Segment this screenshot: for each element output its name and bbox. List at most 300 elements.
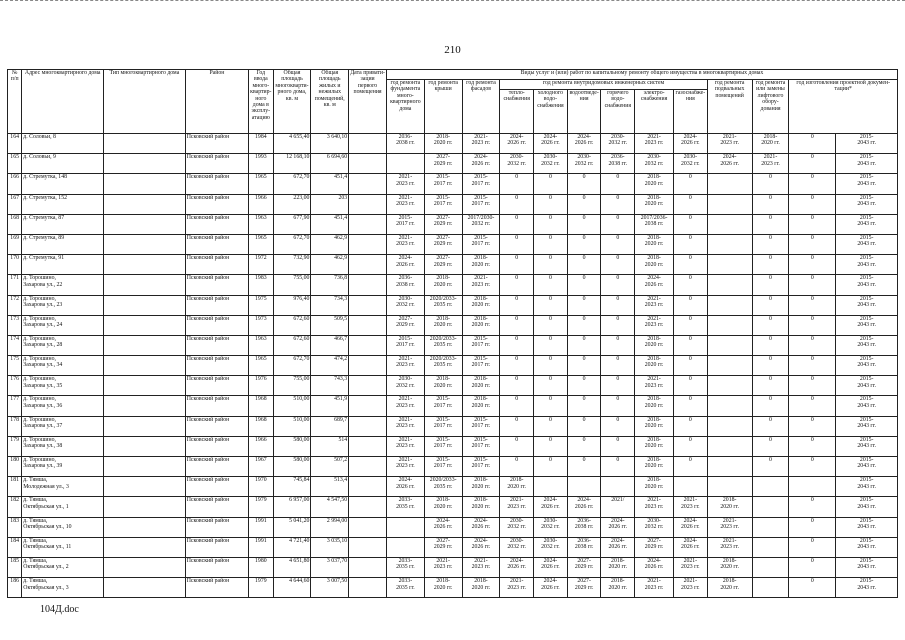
cell-district: Псковский район: [185, 275, 248, 295]
header-gas: газоснабжения: [673, 90, 707, 134]
cell-type: [104, 376, 186, 396]
cell-type: [104, 275, 186, 295]
cell-drainage: 0: [567, 376, 601, 396]
cell-district: Псковский район: [185, 557, 248, 577]
cell-hot-water: 2030- 2032 гг.: [601, 134, 635, 154]
cell-living-area: 689,7: [311, 416, 349, 436]
cell-year: 1963: [249, 335, 274, 355]
cell-address: д. Соловьи, 8: [22, 134, 104, 154]
cell-extra: 0: [789, 557, 836, 577]
header-services: Виды услуг и (или) работ по капитальному ремонту общего имущества в многоквартирных домах: [386, 70, 897, 80]
cell-elevator: 0: [752, 214, 789, 234]
cell-year: 1993: [249, 154, 274, 174]
cell-cold-water: 2030- 2032 гг.: [534, 517, 568, 537]
cell-total-area: 510,00: [273, 416, 311, 436]
cell-facade: 2015- 2017 гг.: [462, 457, 500, 477]
header-privatization: Дата приватизации первого помещения: [349, 70, 387, 134]
cell-heat: 0: [500, 376, 534, 396]
cell-year: 1965: [249, 356, 274, 376]
cell-total-area: 745,84: [273, 477, 311, 497]
cell-extra: 0: [789, 234, 836, 254]
cell-extra: 0: [789, 214, 836, 234]
cell-privatization: [349, 477, 387, 497]
cell-year: 1968: [249, 396, 274, 416]
cell-docs: 2015- 2043 гг.: [836, 275, 898, 295]
cell-hot-water: 0: [601, 416, 635, 436]
cell-facade: 2018- 2020 гг.: [462, 255, 500, 275]
cell-facade: 2015- 2017 гг.: [462, 234, 500, 254]
cell-docs: 2015- 2043 гг.: [836, 255, 898, 275]
table-row: [8, 174, 898, 194]
cell-foundation: 2036- 2038 гг.: [386, 275, 424, 295]
cell-elevator: 0: [752, 335, 789, 355]
cell-facade: 2015- 2017 гг.: [462, 174, 500, 194]
cell-living-area: 466,7: [311, 335, 349, 355]
cell-cold-water: 0: [534, 275, 568, 295]
table-row: [8, 396, 898, 416]
cell-roof: 2027- 2029 гг.: [424, 154, 462, 174]
cell-foundation: 2015- 2017 гг.: [386, 214, 424, 234]
cell-year: 1973: [249, 315, 274, 335]
cell-facade: 2017/2030- 2032 гг.: [462, 214, 500, 234]
cell-gas: 0: [673, 416, 707, 436]
header-type: Тип многоквартирного дома: [104, 70, 186, 134]
cell-address: д. Стремутка, 91: [22, 255, 104, 275]
cell-privatization: [349, 416, 387, 436]
cell-type: [104, 315, 186, 335]
table-row: [8, 457, 898, 477]
cell-basement: [707, 356, 752, 376]
table-row: [8, 578, 898, 598]
cell-basement: 2021- 2023 гг.: [707, 134, 752, 154]
cell-electric: 2018- 2020 гг.: [635, 174, 674, 194]
cell-year: 1991: [249, 537, 274, 557]
cell-docs: 2015- 2043 гг.: [836, 578, 898, 598]
cell-district: Псковский район: [185, 436, 248, 456]
cell-roof: 2015- 2017 гг.: [424, 416, 462, 436]
cell-basement: 2018- 2020 гг.: [707, 557, 752, 577]
cell-basement: [707, 255, 752, 275]
cell-facade: 2018- 2020 гг.: [462, 396, 500, 416]
cell-basement: [707, 477, 752, 497]
cell-docs: 2015- 2043 гг.: [836, 416, 898, 436]
cell-address: д. Соловьи, 9: [22, 154, 104, 174]
cell-cold-water: 2030- 2032 гг.: [534, 154, 568, 174]
cell-living-area: 462,9: [311, 234, 349, 254]
table-row: [8, 295, 898, 315]
cell-foundation: 2021- 2023 гг.: [386, 436, 424, 456]
cell-type: [104, 557, 186, 577]
header-num: № п/п: [8, 70, 22, 134]
header-year: Год ввода многоквартирного дома в эксплуатацию: [249, 70, 274, 134]
cell-facade: 2018- 2020 гг.: [462, 376, 500, 396]
cell-district: Псковский район: [185, 457, 248, 477]
cell-living-area: 514: [311, 436, 349, 456]
cell-cold-water: 0: [534, 376, 568, 396]
cell-roof: 2020/2033- 2035 гг.: [424, 295, 462, 315]
cell-type: [104, 134, 186, 154]
cell-year: 1965: [249, 234, 274, 254]
cell-extra: 0: [789, 436, 836, 456]
cell-num: 173: [8, 315, 22, 335]
cell-privatization: [349, 295, 387, 315]
cell-elevator: [752, 477, 789, 497]
cell-total-area: 4 651,80: [273, 557, 311, 577]
cell-total-area: 672,70: [273, 174, 311, 194]
cell-docs: 2015- 2043 гг.: [836, 315, 898, 335]
cell-gas: 0: [673, 234, 707, 254]
cell-gas: 0: [673, 214, 707, 234]
cell-foundation: 2021- 2023 гг.: [386, 416, 424, 436]
cell-drainage: 2036- 2038 гг.: [567, 537, 601, 557]
cell-drainage: 0: [567, 275, 601, 295]
cell-elevator: [752, 557, 789, 577]
cell-living-area: 3 640,10: [311, 134, 349, 154]
cell-roof: 2018- 2020 гг.: [424, 315, 462, 335]
cell-extra: 0: [789, 174, 836, 194]
cell-living-area: 743,3: [311, 376, 349, 396]
header-total-area: Общая площадь многоквартирного дома, кв. м: [273, 70, 311, 134]
cell-docs: 2015- 2043 гг.: [836, 295, 898, 315]
cell-cold-water: 2030- 2032 гг.: [534, 537, 568, 557]
cell-drainage: 0: [567, 255, 601, 275]
cell-roof: 2018- 2020 гг.: [424, 275, 462, 295]
cell-living-area: 451,4: [311, 214, 349, 234]
cell-gas: 0: [673, 396, 707, 416]
cell-extra: 0: [789, 134, 836, 154]
cell-total-area: 510,00: [273, 396, 311, 416]
cell-district: Псковский район: [185, 154, 248, 174]
cell-drainage: 0: [567, 214, 601, 234]
cell-extra: 0: [789, 497, 836, 517]
table-row: [8, 376, 898, 396]
cell-extra: 0: [789, 335, 836, 355]
cell-heat: 0: [500, 396, 534, 416]
cell-heat: 2021- 2023 гг.: [500, 497, 534, 517]
table-row: [8, 517, 898, 537]
cell-privatization: [349, 396, 387, 416]
cell-drainage: 2027- 2029 гг.: [567, 578, 601, 598]
cell-basement: [707, 315, 752, 335]
cell-heat: 2024- 2026 гг.: [500, 134, 534, 154]
cell-electric: 2017/2036- 2038 гг.: [635, 214, 674, 234]
header-cold-water: холодного водоснабжения: [534, 90, 568, 134]
cell-electric: 2030- 2032 гг.: [635, 154, 674, 174]
cell-num: 171: [8, 275, 22, 295]
cell-cold-water: 0: [534, 174, 568, 194]
cell-year: 1966: [249, 436, 274, 456]
cell-num: 178: [8, 416, 22, 436]
cell-hot-water: [601, 477, 635, 497]
cell-cold-water: 0: [534, 457, 568, 477]
cell-heat: 0: [500, 214, 534, 234]
cell-electric: 2018- 2020 гг.: [635, 457, 674, 477]
cell-docs: 2015- 2043 гг.: [836, 356, 898, 376]
cell-roof: 2027- 2029 гг.: [424, 234, 462, 254]
cell-total-area: 677,90: [273, 214, 311, 234]
cell-elevator: 0: [752, 396, 789, 416]
cell-living-area: 507,2: [311, 457, 349, 477]
cell-address: д. Тямша, Октябрьская ул., 2: [22, 557, 104, 577]
cell-privatization: [349, 356, 387, 376]
cell-privatization: [349, 154, 387, 174]
cell-heat: 2018- 2020 гг.: [500, 477, 534, 497]
cell-district: Псковский район: [185, 497, 248, 517]
cell-num: 172: [8, 295, 22, 315]
cell-num: 175: [8, 356, 22, 376]
cell-total-area: 672,70: [273, 234, 311, 254]
cell-basement: [707, 295, 752, 315]
table-row: [8, 255, 898, 275]
cell-num: 167: [8, 194, 22, 214]
cell-hot-water: 2018- 2020 гг.: [601, 557, 635, 577]
table-row: [8, 356, 898, 376]
cell-year: 1975: [249, 295, 274, 315]
cell-extra: 0: [789, 356, 836, 376]
page-top-edge: [0, 0, 905, 1]
table-body: [8, 134, 898, 598]
cell-num: 184: [8, 537, 22, 557]
cell-address: д. Стремутка, 148: [22, 174, 104, 194]
header-foundation: год ремонта фундамента многоквартирного дома: [386, 80, 424, 134]
cell-gas: 0: [673, 457, 707, 477]
cell-cold-water: [534, 477, 568, 497]
cell-docs: 2015- 2043 гг.: [836, 335, 898, 355]
table-row: [8, 436, 898, 456]
cell-extra: 0: [789, 517, 836, 537]
cell-living-area: 513,4: [311, 477, 349, 497]
cell-total-area: 672,70: [273, 356, 311, 376]
cell-district: Псковский район: [185, 517, 248, 537]
cell-foundation: 2021- 2023 гг.: [386, 356, 424, 376]
cell-extra: 0: [789, 537, 836, 557]
cell-year: 1979: [249, 578, 274, 598]
cell-electric: 2030- 2032 гг.: [635, 517, 674, 537]
cell-living-area: 203: [311, 194, 349, 214]
table-row: [8, 416, 898, 436]
cell-cold-water: 0: [534, 335, 568, 355]
cell-gas: 0: [673, 335, 707, 355]
table-row: [8, 477, 898, 497]
cell-heat: 0: [500, 315, 534, 335]
cell-drainage: 0: [567, 234, 601, 254]
cell-roof: 2015- 2017 гг.: [424, 396, 462, 416]
cell-num: 179: [8, 436, 22, 456]
cell-district: Псковский район: [185, 376, 248, 396]
cell-type: [104, 396, 186, 416]
cell-foundation: [386, 154, 424, 174]
capital-repair-table: [7, 69, 898, 598]
cell-address: д. Торошино, Захарова ул., 23: [22, 295, 104, 315]
cell-living-area: 474,2: [311, 356, 349, 376]
cell-foundation: [386, 517, 424, 537]
cell-hot-water: 0: [601, 376, 635, 396]
cell-living-area: 3 035,10: [311, 537, 349, 557]
cell-elevator: 0: [752, 436, 789, 456]
table-row: [8, 134, 898, 154]
cell-roof: 2018- 2020 гг.: [424, 376, 462, 396]
cell-year: 1967: [249, 457, 274, 477]
cell-privatization: [349, 517, 387, 537]
cell-district: Псковский район: [185, 234, 248, 254]
cell-living-area: 734,3: [311, 295, 349, 315]
cell-hot-water: 0: [601, 335, 635, 355]
cell-privatization: [349, 194, 387, 214]
cell-living-area: 736,8: [311, 275, 349, 295]
cell-docs: 2015- 2043 гг.: [836, 376, 898, 396]
cell-heat: 0: [500, 295, 534, 315]
cell-docs: 2015- 2043 гг.: [836, 457, 898, 477]
cell-facade: 2018- 2020 гг.: [462, 497, 500, 517]
cell-electric: 2018- 2020 гг.: [635, 335, 674, 355]
cell-district: Псковский район: [185, 214, 248, 234]
cell-foundation: 2021- 2023 гг.: [386, 457, 424, 477]
cell-district: Псковский район: [185, 295, 248, 315]
cell-facade: 2018- 2020 гг.: [462, 578, 500, 598]
cell-roof: 2024- 2026 гг.: [424, 517, 462, 537]
cell-basement: [707, 335, 752, 355]
cell-elevator: 0: [752, 174, 789, 194]
cell-extra: 0: [789, 416, 836, 436]
table-row: [8, 154, 898, 174]
cell-elevator: 0: [752, 457, 789, 477]
cell-cold-water: 2024- 2026 гг.: [534, 557, 568, 577]
cell-district: Псковский район: [185, 315, 248, 335]
cell-address: д. Торошино, Захарова ул., 35: [22, 376, 104, 396]
cell-address: д. Стремутка, 87: [22, 214, 104, 234]
cell-drainage: 2024- 2026 гг.: [567, 497, 601, 517]
cell-basement: [707, 376, 752, 396]
cell-num: 168: [8, 214, 22, 234]
cell-docs: 2015- 2043 гг.: [836, 517, 898, 537]
cell-electric: 2021- 2023 гг.: [635, 376, 674, 396]
cell-hot-water: 2024- 2026 гг.: [601, 517, 635, 537]
cell-extra: 0: [789, 154, 836, 174]
table-row: [8, 537, 898, 557]
cell-basement: [707, 194, 752, 214]
cell-foundation: 2030- 2032 гг.: [386, 295, 424, 315]
cell-cold-water: 0: [534, 194, 568, 214]
cell-facade: 2021- 2023 гг.: [462, 275, 500, 295]
header-electric: электроснабжения: [635, 90, 674, 134]
cell-privatization: [349, 134, 387, 154]
cell-hot-water: 0: [601, 214, 635, 234]
cell-extra: 0: [789, 194, 836, 214]
cell-roof: 2020/2033- 2035 гг.: [424, 335, 462, 355]
cell-foundation: 2033- 2035 гг.: [386, 557, 424, 577]
cell-year: 1965: [249, 174, 274, 194]
cell-foundation: 2033- 2035 гг.: [386, 497, 424, 517]
cell-num: 182: [8, 497, 22, 517]
cell-electric: 2018- 2020 гг.: [635, 416, 674, 436]
cell-docs: 2015- 2043 гг.: [836, 214, 898, 234]
cell-year: 1970: [249, 477, 274, 497]
cell-cold-water: 2024- 2026 гг.: [534, 497, 568, 517]
cell-year: 1979: [249, 497, 274, 517]
cell-roof: 2020/2033- 2035 гг.: [424, 477, 462, 497]
cell-gas: 0: [673, 315, 707, 335]
cell-facade: 2015- 2017 гг.: [462, 416, 500, 436]
cell-facade: 2018- 2020 гг.: [462, 295, 500, 315]
cell-roof: 2015- 2017 гг.: [424, 174, 462, 194]
page-number: 210: [444, 44, 461, 56]
cell-foundation: 2015- 2017 гг.: [386, 335, 424, 355]
cell-basement: 2018- 2020 гг.: [707, 497, 752, 517]
cell-hot-water: 0: [601, 315, 635, 335]
cell-heat: 2024- 2026 гг.: [500, 557, 534, 577]
cell-gas: 0: [673, 436, 707, 456]
cell-living-area: 6 694,60: [311, 154, 349, 174]
cell-electric: 2018- 2020 гг.: [635, 255, 674, 275]
header-docs: год изготовления проектной документации*: [789, 80, 898, 134]
cell-living-area: 3 037,70: [311, 557, 349, 577]
cell-basement: [707, 214, 752, 234]
cell-address: д. Торошино, Захарова ул., 38: [22, 436, 104, 456]
header-roof: год ремонта крыши: [424, 80, 462, 134]
cell-heat: 0: [500, 174, 534, 194]
cell-cold-water: 0: [534, 436, 568, 456]
cell-gas: 0: [673, 255, 707, 275]
cell-privatization: [349, 234, 387, 254]
cell-year: 1980: [249, 557, 274, 577]
cell-elevator: 0: [752, 255, 789, 275]
cell-foundation: [386, 537, 424, 557]
cell-extra: [789, 477, 836, 497]
cell-basement: 2018- 2020 гг.: [707, 578, 752, 598]
cell-type: [104, 497, 186, 517]
cell-total-area: 4 644,60: [273, 578, 311, 598]
cell-type: [104, 154, 186, 174]
cell-address: д. Торошино, Захарова ул., 24: [22, 315, 104, 335]
cell-type: [104, 477, 186, 497]
header-internal-systems: год ремонта внутридомовых инженерных систем: [500, 80, 707, 90]
cell-electric: 2021- 2023 гг.: [635, 295, 674, 315]
cell-docs: 2015- 2043 гг.: [836, 154, 898, 174]
cell-hot-water: 0: [601, 436, 635, 456]
header-facade: год ремонта фасадов: [462, 80, 500, 134]
cell-drainage: 2030- 2032 гг.: [567, 154, 601, 174]
cell-year: 1968: [249, 416, 274, 436]
cell-basement: [707, 457, 752, 477]
cell-num: 183: [8, 517, 22, 537]
cell-gas: 0: [673, 194, 707, 214]
cell-privatization: [349, 557, 387, 577]
cell-district: Псковский район: [185, 416, 248, 436]
cell-living-area: 451,4: [311, 174, 349, 194]
cell-district: Псковский район: [185, 174, 248, 194]
cell-total-area: 580,00: [273, 457, 311, 477]
cell-district: Псковский район: [185, 356, 248, 376]
cell-type: [104, 255, 186, 275]
cell-drainage: 0: [567, 416, 601, 436]
cell-drainage: 0: [567, 295, 601, 315]
cell-year: 1984: [249, 134, 274, 154]
cell-facade: 2015- 2017 гг.: [462, 335, 500, 355]
cell-docs: 2015- 2043 гг.: [836, 194, 898, 214]
cell-year: 1991: [249, 517, 274, 537]
cell-year: 1972: [249, 255, 274, 275]
cell-living-area: 3 007,50: [311, 578, 349, 598]
cell-elevator: [752, 578, 789, 598]
cell-cold-water: 0: [534, 214, 568, 234]
cell-type: [104, 517, 186, 537]
cell-basement: [707, 275, 752, 295]
cell-hot-water: 0: [601, 194, 635, 214]
cell-elevator: 0: [752, 315, 789, 335]
cell-num: 181: [8, 477, 22, 497]
cell-living-area: 509,5: [311, 315, 349, 335]
cell-address: д. Тямша, Октябрьская ул., 11: [22, 537, 104, 557]
